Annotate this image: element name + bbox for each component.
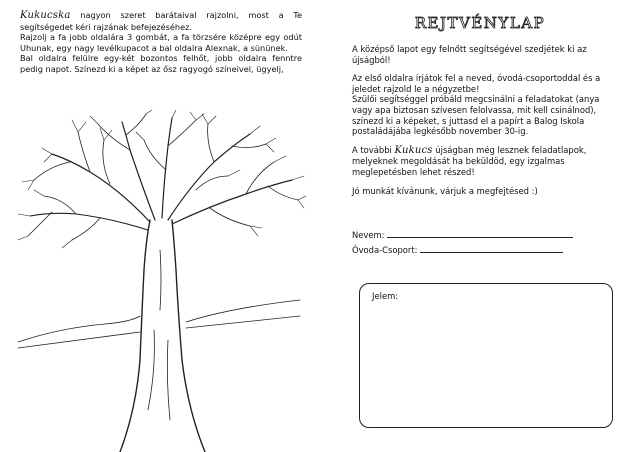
- color-instructions: Bal oldalra felülre egy-két bozontos felhőt, jobb oldalra fenntre pedig napot. Színezd ki a képet az ősz ragyogó színeivel, ügyelj,: [20, 53, 302, 74]
- paragraph-write-name: Az első oldalra írjátok fel a neved, óvodá-csoportoddal és a jeledet rajzold le a négyzetbe!: [352, 73, 601, 94]
- twigs: [18, 110, 306, 248]
- intro-text: nagyon szeret barátaival rajzolni, most a Te segítségedet kéri rajzának befejezéséhez.: [20, 10, 302, 32]
- draw-instructions: Rajzolj a fa jobb oldalára 3 gombát, a fa törzsére középre egy odút Uhunak, egy nagy levélkupacot a bal oldalra Alexnak, a sününek.: [20, 32, 302, 53]
- right-instructions: [352, 44, 614, 204]
- horizon-line-right: [186, 316, 300, 328]
- name-row: [352, 228, 573, 240]
- intro-paragraph: [20, 10, 302, 32]
- group-row: [352, 243, 563, 255]
- branch-h: [208, 124, 214, 162]
- branch-k: [268, 186, 298, 200]
- branch-b: [34, 162, 70, 180]
- paragraph-remove-page: A középső lapot egy felnőtt segítségével szedjétek ki az újságból!: [352, 44, 587, 65]
- limb-right: [172, 180, 292, 224]
- page-title: [320, 14, 640, 32]
- bark-line-3: [160, 250, 161, 310]
- branch-g: [144, 140, 166, 170]
- name-field-line[interactable]: [387, 228, 573, 238]
- trunk-right-edge: [172, 220, 205, 452]
- paragraph-parent-help: Szülői segítséggel próbáld megcsinálni a feladatokat (anya vagy apa biztosan szívesen felolvassa, mit kell csinálnod), színezd ki a képeket, s juttasd el a papírt a Balog Iskola postaládájába legkésőbb november 30-ig.: [352, 94, 600, 137]
- branch-p: [210, 208, 250, 226]
- more-puzzles-lead: A további: [352, 144, 395, 155]
- group-field-line[interactable]: [420, 243, 563, 253]
- name-label: Nevem:: [352, 230, 385, 240]
- hill-line-right: [186, 300, 300, 322]
- bark-line-1: [148, 330, 154, 410]
- tree-drawing: [0, 110, 320, 452]
- branch-n: [196, 176, 228, 190]
- trunk-left-edge: [120, 220, 150, 452]
- sign-label: Jelem:: [372, 291, 399, 301]
- bark-line-2: [167, 340, 170, 420]
- hill-line-left: [18, 316, 140, 342]
- sign-box[interactable]: [359, 283, 613, 428]
- limb-left-up: [122, 122, 155, 220]
- branch-i: [232, 144, 266, 148]
- brand-name-inline: Kukucs: [394, 144, 433, 156]
- left-instructions: [20, 10, 302, 75]
- hill-line-left-lower: [18, 332, 140, 348]
- branch-o: [72, 218, 100, 240]
- group-label: Óvoda-Csoport:: [352, 245, 418, 255]
- branch-l: [44, 196, 76, 214]
- more-puzzles-text: újságban még lesznek feladatlapok, melyeknek megoldását ha beküldöd, egy izgalmas meglepetésben lehet részed!: [352, 144, 587, 177]
- branch-c: [103, 140, 110, 184]
- title-text: REJTVÉNYLAP: [414, 14, 546, 32]
- paragraph-more-puzzles: [352, 145, 614, 178]
- paragraph-good-luck: Jó munkát kívánunk, várjuk a megfejtésed :): [352, 185, 538, 196]
- branch-f: [168, 120, 196, 146]
- brand-name: Kukucska: [20, 10, 71, 21]
